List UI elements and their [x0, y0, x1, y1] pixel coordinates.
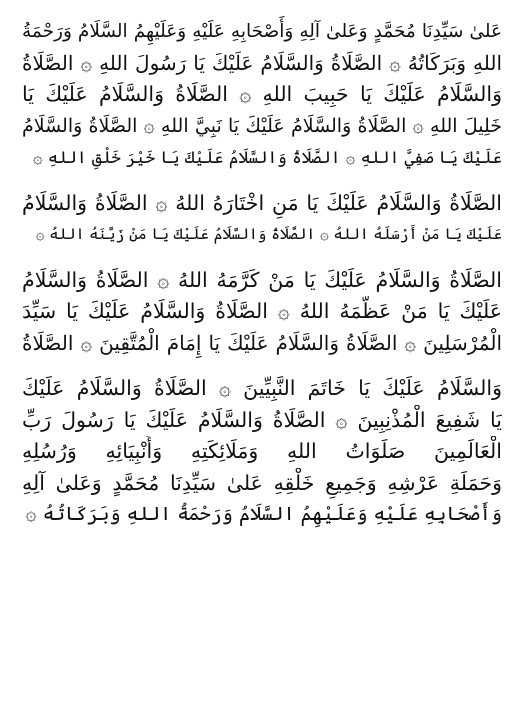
paragraph-spacer	[22, 251, 502, 265]
paragraph-spacer	[22, 359, 502, 373]
text-line: الْعَالَمِينَ صَلَوَاتُ اللهِ وَمَلَائِكَتِهِ وَأَنْبِيَائِهِ وَرُسُلِهِ	[22, 439, 502, 463]
text-line: وَالسَّلَامُ عَلَيْكَ يَا حَبِيبَ اللهِ ۞ الصَّلَاةُ وَالسَّلَامُ عَلَيْكَ يَا	[22, 82, 502, 106]
text-paragraph-2	[22, 188, 502, 251]
text-line: وَالسَّلَامُ عَلَيْكَ يَا خَاتَمَ النَّبِيِّينَ ۞ الصَّلَاةُ وَالسَّلَامُ عَلَيْكَ	[22, 376, 502, 400]
text-paragraph-1	[22, 16, 502, 174]
text-line: عَلَيْكَ يَا مَنْ عَظَّمَهُ اللهُ ۞ الصَّلَاةُ وَالسَّلَامُ عَلَيْكَ يَا سَيِّدَ	[22, 299, 502, 323]
text-line: الْمُرْسَلِينَ ۞ الصَّلَاةُ وَالسَّلَامُ عَلَيْكَ يَا إِمَامَ الْمُتَّقِينَ ۞ الصَّلَاةُ	[22, 330, 502, 355]
text-paragraph-4	[22, 373, 502, 531]
paragraph-spacer	[22, 174, 502, 188]
text-line: عَلَيْكَ يَا صَفِيَّ اللهِ ۞ الصَّلَاةُ وَالسَّلَامُ عَلَيْكَ يَا خَيْرَ خَلْقِ اللهِ ۞	[33, 148, 502, 167]
text-line: عَلىٰ سَيِّدِنَا مُحَمَّدٍ وَعَلىٰ آلِهِ وَأَصْحَابِهِ عَلَيْهِ وَعَلَيْهِمُ السَّلَامُ وَرَحْمَةُ	[22, 21, 502, 42]
text-line: يَا شَفِيعَ الْمُذْنِبِينَ ۞ الصَّلَاةُ وَالسَّلَامُ عَلَيْكَ يَا رَسُولَ رَبِّ	[22, 407, 502, 432]
text-line: عَلَيْكَ يَا مَنْ أَرْسَلَهُ اللهُ ۞ الصَّلَاةُ وَالسَّلَامُ عَلَيْكَ يَا مَنْ زَيَّنَهُ اللهُ ۞	[35, 225, 502, 243]
text-paragraph-3	[22, 265, 502, 360]
text-line: خَلِيلَ اللهِ ۞ الصَّلَاةُ وَالسَّلَامُ عَلَيْكَ يَا نَبِيَّ اللهِ ۞ الصَّلَاةُ وَالسَّلَامُ	[22, 114, 502, 137]
text-line: اللهِ وَبَرَكَاتُهُ ۞ الصَّلَاةُ وَالسَّلَامُ عَلَيْكَ يَا رَسُولَ اللهِ ۞ الصَّلَاةُ	[22, 50, 502, 75]
text-line: الصَّلَاةُ وَالسَّلَامُ عَلَيْكَ يَا مَنِ اخْتَارَهُ اللهُ ۞ الصَّلَاةُ وَالسَّلَامُ	[22, 190, 502, 215]
text-line: وَحَمَلَةِ عَرْشِهِ وَجَمِيعِ خَلْقِهِ عَلىٰ سَيِّدِنَا مُحَمَّدٍ وَعَلىٰ آلِهِ	[22, 470, 502, 495]
text-line: وَأَصْحَابِهِ عَلَيْهِ وَعَلَيْهِمُ السَّلَامُ وَرَحْمَةُ اللهِ وَبَرَكَاتُهُ ۞	[25, 503, 502, 525]
text-line: الصَّلَاةُ وَالسَّلَامُ عَلَيْكَ يَا مَنْ كَرَّمَهُ اللهُ ۞ الصَّلَاةُ وَالسَّلَامُ	[22, 267, 502, 292]
